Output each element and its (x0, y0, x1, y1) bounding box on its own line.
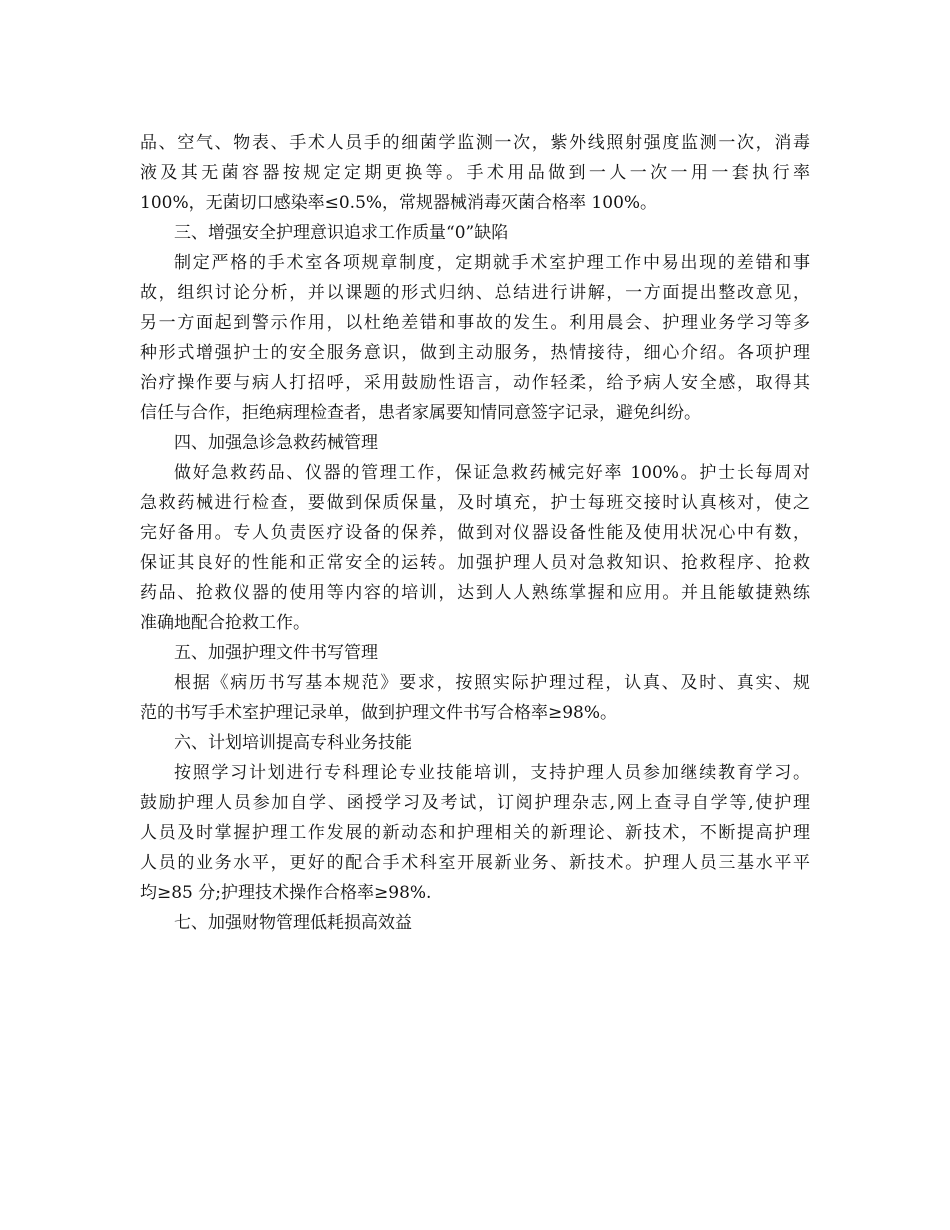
paragraph-line: 治疗操作要与病人打招呼，采用鼓励性语言，动作轻柔，给予病人安全感，取得其 (140, 373, 810, 393)
paragraph-line: 鼓励护理人员参加自学、函授学习及考试，订阅护理杂志,网上查寻自学等,使护理 (140, 793, 810, 813)
section-heading-5: 五、加强护理文件书写管理 (174, 643, 378, 663)
paragraph-line: 均≥85 分;护理技术操作合格率≥98%. (140, 883, 432, 903)
section-heading-3: 三、增强安全护理意识追求工作质量“0”缺陷 (174, 223, 509, 243)
paragraph-line: 按照学习计划进行专科理论专业技能培训，支持护理人员参加继续教育学习。 (174, 763, 810, 783)
section-heading-6: 六、计划培训提高专科业务技能 (174, 733, 412, 753)
paragraph-line: 液及其无菌容器按规定定期更换等。手术用品做到一人一次一用一套执行率 (140, 163, 810, 183)
paragraph-line: 品、空气、物表、手术人员手的细菌学监测一次，紫外线照射强度监测一次，消毒 (140, 133, 810, 153)
paragraph-line: 人员的业务水平，更好的配合手术科室开展新业务、新技术。护理人员三基水平平 (140, 853, 810, 873)
paragraph-line: 信任与合作，拒绝病理检查者，患者家属要知情同意签字记录，避免纠纷。 (140, 403, 701, 423)
paragraph-line: 根据《病历书写基本规范》要求，按照实际护理过程，认真、及时、真实、规 (174, 673, 810, 693)
paragraph-line: 保证其良好的性能和正常安全的运转。加强护理人员对急救知识、抢救程序、抢救 (140, 553, 810, 573)
section-heading-4: 四、加强急诊急救药械管理 (174, 433, 378, 453)
section-heading-7: 七、加强财物管理低耗损高效益 (174, 913, 412, 933)
paragraph-line: 范的书写手术室护理记录单，做到护理文件书写合格率≥98%。 (140, 703, 618, 723)
paragraph-line: 急救药械进行检查，要做到保质保量，及时填充，护士每班交接时认真核对，使之 (140, 493, 810, 513)
paragraph-line: 故，组织讨论分析，并以课题的形式归纳、总结进行讲解，一方面提出整改意见， (140, 283, 810, 303)
paragraph-line: 制定严格的手术室各项规章制度，定期就手术室护理工作中易出现的差错和事 (174, 253, 810, 273)
paragraph-line: 人员及时掌握护理工作发展的新动态和护理相关的新理论、新技术，不断提高护理 (140, 823, 810, 843)
paragraph-line: 种形式增强护士的安全服务意识，做到主动服务，热情接待，细心介绍。各项护理 (140, 343, 810, 363)
paragraph-line: 另一方面起到警示作用，以杜绝差错和事故的发生。利用晨会、护理业务学习等多 (140, 313, 810, 333)
paragraph-line: 准确地配合抢救工作。 (140, 613, 310, 633)
paragraph-line: 完好备用。专人负责医疗设备的保养，做到对仪器设备性能及使用状况心中有数， (140, 523, 810, 543)
paragraph-line: 100%，无菌切口感染率≤0.5%，常规器械消毒灭菌合格率 100%。 (140, 193, 658, 213)
paragraph-line: 药品、抢救仪器的使用等内容的培训，达到人人熟练掌握和应用。并且能敏捷熟练 (140, 583, 810, 603)
paragraph-line: 做好急救药品、仪器的管理工作，保证急救药械完好率 100%。护士长每周对 (174, 463, 810, 483)
document-body (140, 128, 810, 938)
